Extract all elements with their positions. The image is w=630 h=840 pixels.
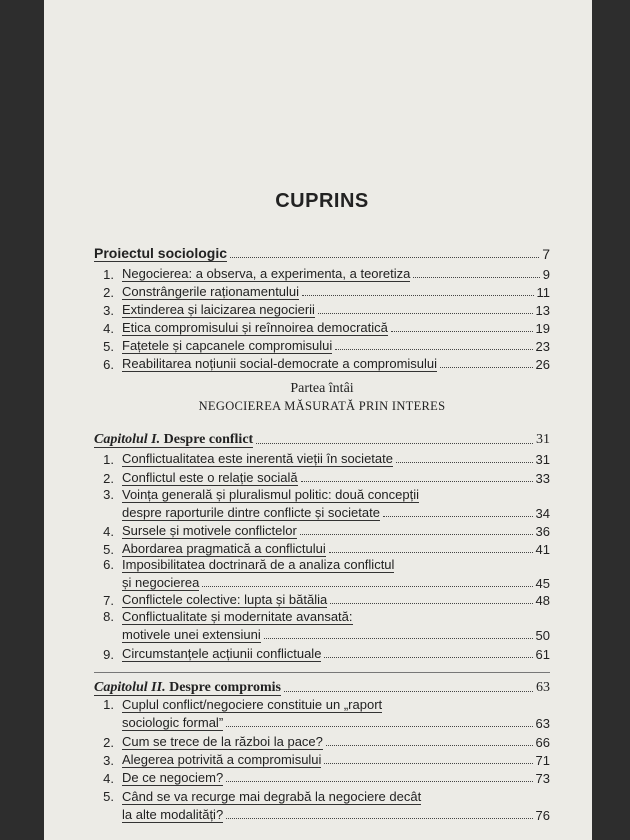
part-label: Partea întâi <box>290 381 354 396</box>
page-number: 7 <box>542 246 550 262</box>
page-number: 31 <box>536 432 550 447</box>
dot-leader <box>326 745 533 746</box>
toc-entry <box>94 523 550 539</box>
entry-title: Abordarea pragmatică a conflictului <box>122 541 326 556</box>
entry-title: De ce negociem? <box>122 770 224 785</box>
entry-title-line2: și negocierea <box>122 575 200 590</box>
dot-leader <box>264 638 533 639</box>
chapter-row <box>94 680 550 696</box>
entry-title-line1: Cuplul conflict/negociere constituie un „raport <box>122 697 383 712</box>
entry-continuation <box>122 575 550 591</box>
entry-title: Constrângerile raționamentului <box>122 284 300 299</box>
toc-entry <box>94 284 550 300</box>
toc-entry <box>94 470 550 486</box>
entry-continuation <box>122 505 550 521</box>
entry-title: Extinderea și laicizarea negocierii <box>122 302 315 317</box>
toc-entry <box>94 770 550 786</box>
page-number: 45 <box>535 576 550 591</box>
entry-number: 3. <box>103 487 114 502</box>
toc-entry <box>94 752 550 768</box>
toc-entry <box>94 266 550 282</box>
entry-title-line2: despre raporturile dintre conflicte și societate <box>122 505 380 520</box>
dot-leader <box>226 818 532 819</box>
toc-entry <box>94 697 550 733</box>
page-number: 11 <box>536 285 550 300</box>
toc-entry <box>94 789 550 825</box>
entry-number: 4. <box>103 771 114 786</box>
entry-title-line2: sociologic formal” <box>122 715 224 730</box>
book-page <box>44 0 592 840</box>
dot-leader <box>284 691 533 692</box>
entry-title-line2: motivele unei extensiuni <box>122 627 261 642</box>
entry-number: 5. <box>103 339 114 354</box>
page-number: 63 <box>535 716 550 731</box>
entry-number: 5. <box>103 789 114 804</box>
dot-leader <box>256 443 533 444</box>
toc-entry <box>94 557 550 593</box>
page-number: 23 <box>535 339 550 354</box>
entry-title-line2: la alte modalități? <box>122 807 224 822</box>
entry-number: 6. <box>103 557 114 572</box>
entry-number: 5. <box>103 542 114 557</box>
entry-number: 8. <box>103 609 114 624</box>
dot-leader <box>324 763 532 764</box>
toc-entry <box>94 356 550 372</box>
entry-number: 2. <box>103 735 114 750</box>
dot-leader <box>324 657 532 658</box>
page-number: 63 <box>536 680 550 695</box>
page-number: 36 <box>535 524 550 539</box>
toc-entry <box>94 592 550 608</box>
entry-number: 2. <box>103 285 114 300</box>
entry-title-line1: Voința generală și pluralismul politic: două concepții <box>122 487 420 502</box>
entry-number: 1. <box>103 267 114 282</box>
toc-entry <box>94 609 550 645</box>
page-number: 61 <box>535 647 550 662</box>
dot-leader <box>300 534 533 535</box>
entry-continuation <box>122 627 550 643</box>
toc-entry <box>94 646 550 662</box>
dot-leader <box>413 277 539 278</box>
entry-title: Sursele și motivele conflictelor <box>122 523 297 538</box>
entry-title-line1: Imposibilitatea doctrinară de a analiza conflictul <box>122 557 395 572</box>
page-number: 13 <box>535 303 550 318</box>
page-number: 48 <box>535 593 550 608</box>
entry-title-line1: Conflictualitate și modernitate avansată: <box>122 609 353 624</box>
page-number: 31 <box>535 452 550 467</box>
chapter-heading <box>94 680 281 696</box>
toc-entry <box>94 541 550 557</box>
dot-leader <box>302 295 533 296</box>
entry-title: Circumstanțele acțiunii conflictuale <box>122 646 322 661</box>
toc-entry <box>94 302 550 318</box>
dot-leader <box>335 349 532 350</box>
entry-title: Reabilitarea noțiunii social-democrate a compromisului <box>122 356 438 371</box>
chapter-title: Despre compromis <box>169 680 281 695</box>
entry-title: Conflictul este o relație socială <box>122 470 298 485</box>
entry-continuation <box>122 715 550 731</box>
entry-number: 6. <box>103 357 114 372</box>
entry-number: 9. <box>103 647 114 662</box>
entry-number: 4. <box>103 321 114 336</box>
toc-entry <box>94 451 550 467</box>
entry-number: 3. <box>103 753 114 768</box>
toc-entry <box>94 338 550 354</box>
toc-entry <box>94 734 550 750</box>
dot-leader <box>301 481 533 482</box>
toc-heading: CUPRINS <box>275 190 369 212</box>
dot-leader <box>396 462 533 463</box>
entry-title: Cum se trece de la război la pace? <box>122 734 323 749</box>
entry-title: Etica compromisului și reînnoirea democratică <box>122 320 388 335</box>
dot-leader <box>383 516 533 517</box>
dot-leader <box>226 781 532 782</box>
dot-leader <box>230 257 539 258</box>
page-number: 66 <box>535 735 550 750</box>
dot-leader <box>440 367 532 368</box>
page-number: 76 <box>535 808 550 823</box>
entry-number: 1. <box>103 697 114 712</box>
entry-title: Conflictualitatea este inerentă vieții în societate <box>122 451 393 466</box>
dot-leader <box>330 603 532 604</box>
entry-number: 2. <box>103 471 114 486</box>
entry-title: Negocierea: a observa, a experimenta, a teoretiza <box>122 266 411 281</box>
page-number: 34 <box>535 506 550 521</box>
dot-leader <box>391 331 533 332</box>
page-number: 41 <box>535 542 550 557</box>
entry-title: Fațetele și capcanele compromisului <box>122 338 333 353</box>
section-title: Proiectul sociologic <box>94 245 228 261</box>
entry-number: 3. <box>103 303 114 318</box>
chapter-label: Capitolul I. <box>94 432 161 447</box>
chapter-label: Capitolul II. <box>94 680 166 695</box>
entry-title: Alegerea potrivită a compromisului <box>122 752 322 767</box>
chapter-row <box>94 432 550 448</box>
bleed-through-text <box>44 0 592 180</box>
entry-number: 7. <box>103 593 114 608</box>
entry-title: Conflictele colective: lupta și bătălia <box>122 592 328 607</box>
entry-title-line1: Când se va recurge mai degrabă la negociere decât <box>122 789 422 804</box>
toc-entry <box>94 487 550 523</box>
dot-leader <box>318 313 533 314</box>
toc-section-row <box>94 246 550 262</box>
dot-leader <box>226 726 532 727</box>
page-number: 19 <box>535 321 550 336</box>
page-number: 26 <box>535 357 550 372</box>
chapter-heading <box>94 432 253 448</box>
page-number: 33 <box>535 471 550 486</box>
page-number: 73 <box>535 771 550 786</box>
page-number: 50 <box>535 628 550 643</box>
part-title: NEGOCIEREA MĂSURATĂ PRIN INTERES <box>198 399 446 413</box>
dot-leader <box>202 586 532 587</box>
toc-entry <box>94 320 550 336</box>
entry-continuation <box>122 807 550 823</box>
page-number: 9 <box>542 267 550 282</box>
chapter-title: Despre conflict <box>163 432 254 447</box>
section-divider <box>94 672 550 673</box>
page-number: 71 <box>535 753 550 768</box>
entry-number: 1. <box>103 452 114 467</box>
dot-leader <box>329 552 533 553</box>
entry-number: 4. <box>103 524 114 539</box>
